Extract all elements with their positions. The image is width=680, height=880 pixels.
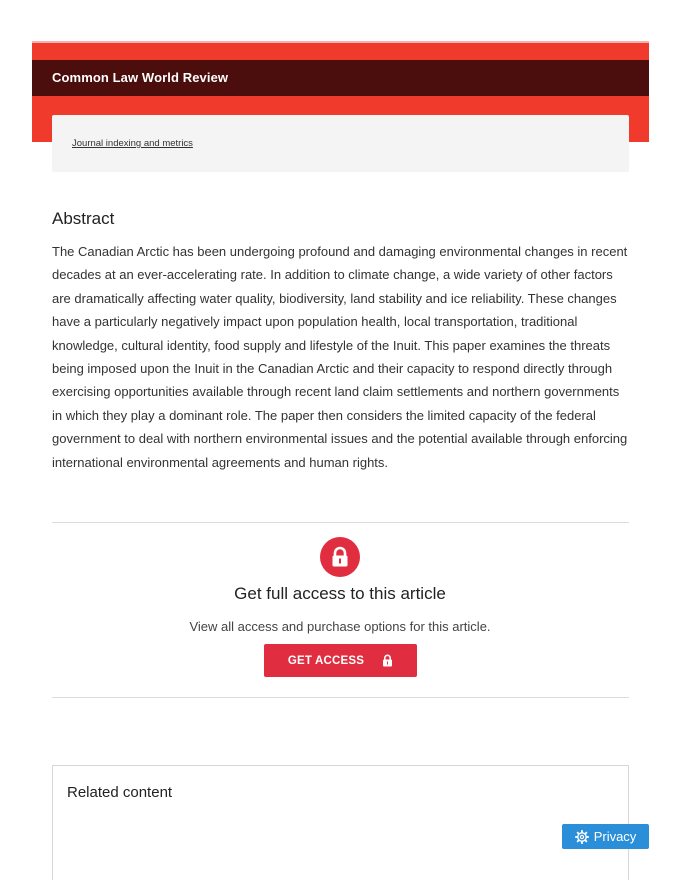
privacy-label: Privacy — [593, 829, 637, 844]
access-subtitle: View all access and purchase options for this article. — [189, 619, 491, 634]
lock-icon — [382, 654, 393, 667]
related-content-heading: Related content — [67, 784, 173, 801]
divider-bottom — [52, 697, 629, 698]
access-title: Get full access to this article — [234, 584, 446, 603]
get-access-label: GET ACCESS — [287, 654, 365, 667]
gear-icon — [575, 830, 589, 844]
related-content-panel — [52, 765, 629, 880]
header-topline — [32, 41, 649, 43]
indexing-panel — [52, 115, 629, 172]
journal-title-bar — [32, 60, 649, 96]
journal-indexing-link[interactable]: Journal indexing and metrics — [72, 138, 193, 149]
access-lock-badge — [320, 537, 360, 577]
get-access-button[interactable] — [264, 644, 417, 677]
lock-icon — [330, 546, 350, 568]
privacy-button[interactable] — [562, 824, 649, 849]
abstract-text: The Canadian Arctic has been undergoing profound and damaging environmental changes in recent decades at an ever-accelerating rate. In addition to climate change, a wide variety of other factors are dramatically affecting water quality, biodiversity, land stability and ice reliability. These changes have a particularly negatively impact upon population health, local transportation, traditional knowledge, cultural identity, food supply and lifestyle of the Inuit. This paper examines the threats being imposed upon the Inuit in the Canadian Arctic and their capacity to respond directly through exercising opportunities available through recent land claim settlements and northern governments in which they play a dominant role. The paper then considers the limited capacity of the federal government to deal with northern environmental issues and the potential available through enforcing international environmental agreements and human rights. — [52, 244, 628, 470]
divider-top — [52, 522, 629, 523]
abstract-heading: Abstract — [52, 209, 115, 228]
journal-title[interactable]: Common Law World Review — [52, 70, 229, 85]
